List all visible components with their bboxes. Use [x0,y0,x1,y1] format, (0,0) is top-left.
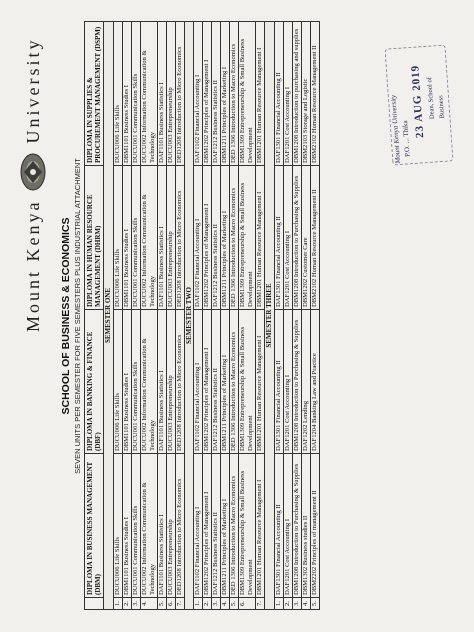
unit-cell: DAF1102 Financial Accounting I [194,166,203,310]
unit-cell: DAF1201 Cost Accounting I [283,310,292,454]
table-row [122,22,131,610]
unit-cell: DUCU002 Information Communication & Technology [140,22,157,166]
unit-cell: DBM1101 Business Studies I [122,166,131,310]
unit-cell: DED1208 Introduction to Micro Economics [175,22,184,166]
stamp-line-school: Business [437,95,446,119]
unit-cell: DBM1201 Human Resource Management I [256,454,265,598]
unit-cell: DBM1302 Business studies II [301,454,310,598]
brand-word-left: Mount Kenya [22,199,43,332]
unit-cell: DAF1212 Business Statistics II [212,22,221,166]
table-row [256,22,265,610]
unit-cell: DAF1301 Financial Accounting II [274,454,283,598]
table-row [175,22,184,610]
semester-heading-row [104,22,114,610]
unit-cell: DUCU006 Life Skills [113,310,122,454]
unit-cell: DUCU006 Life Skills [113,166,122,310]
row-number: 7. [256,598,265,610]
unit-cell: DUCU003 Entrepreneurship [166,166,175,310]
unit-cell: DBM1201 Human Resource Management I [256,310,265,454]
unit-cell: DBM1101 Business Studies I [122,454,131,598]
row-number: 5. [230,598,239,610]
table-row [166,22,175,610]
unit-cell: DED1208 Introduction to Micro Economics [175,454,184,598]
table-row [194,22,203,610]
row-number: 4. [221,598,230,610]
unit-cell: DUCU001 Communication Skills [131,22,140,166]
table-row [140,22,157,610]
table-row [131,22,140,610]
unit-cell: DAF1212 Business Statistics II [212,166,221,310]
stamp-line-university: Mount Kenya University [389,94,403,164]
table-row [292,22,301,610]
row-number: 6. [239,598,256,610]
unit-cell: DAF1101 Business Statistics I [157,22,166,166]
unit-cell: DBM1201 Human Resource Management I [256,22,265,166]
unit-cell: DUCU002 Information Communication & Technology [140,454,157,598]
semester-heading-row [265,22,275,610]
unit-cell: DBM1201 Human Resource Management I [256,166,265,310]
unit-cell: DBM1202 Customer Care [301,166,310,310]
unit-cell: DAF1102 Financial Accounting I [194,22,203,166]
unit-cell: DBM1208 Introduction to Purchasing & Supplies [292,310,301,454]
unit-cell: DUCU006 Life Skills [113,454,122,598]
official-stamp [384,44,454,166]
unit-cell: DBM2103 Storage and Logistic [301,22,310,166]
row-number: 5. [310,598,319,610]
unit-cell: DBM1309 Entrepreneurship & Small Business Development [239,454,256,598]
unit-cell: DAF1101 Business Statistics I [157,166,166,310]
table-row [283,22,292,610]
unit-cell: DBM2102 Human Resource Management II [310,166,319,310]
stamp-date: 23 AUG 2019 [409,64,427,139]
unit-cell: DUCU001 Communication Skills [131,166,140,310]
unit-cell: DAF1101 Business Statistics I [157,454,166,598]
unit-cell: DBM1211 Principles of Marketing I [221,22,230,166]
unit-cell: DBM1309 Entrepreneurship & Small Business Development [239,166,256,310]
row-number: 2. [283,598,292,610]
row-number: 4. [140,598,157,610]
unit-cell: DUCU002 Information Communication & Technology [140,310,157,454]
row-number: 1. [194,598,203,610]
row-number: 1. [274,598,283,610]
table-row [221,22,230,610]
table-row [113,22,122,610]
unit-cell: DAF1212 Business Statistics II [212,310,221,454]
stamp-line-address: P.O. ... Thika [401,120,412,158]
unit-cell: DUCU003 Entrepreneurship [166,310,175,454]
unit-cell: DAF1101 Business Statistics I [157,310,166,454]
row-number: 5. [157,598,166,610]
row-number: 3. [131,598,140,610]
school-title: SCHOOL OF BUSINESS & ECONOMICS [60,217,72,415]
unit-cell: DBM1211 Principles of Marketing I [221,310,230,454]
unit-cell: DBM1101 Business Studies I [122,22,131,166]
table-row [239,22,256,610]
unit-cell: DED1208 Introduction to Micro Economics [175,166,184,310]
unit-cell: DBM1202 Principles of Management I [203,22,212,166]
row-number: 2. [203,598,212,610]
unit-cell: DUCU003 Entrepreneurship [166,22,175,166]
unit-cell: DED 1306 Introduction to Macro Economics [230,310,239,454]
table-row [203,22,212,610]
university-logo-icon [18,152,48,192]
unit-cell: DBM1309 Entrepreneurship & Small Business Development [239,22,256,166]
table-row [157,22,166,610]
unit-cell: DBM2202 Principles of management II [310,454,319,598]
row-number: 3. [292,598,301,610]
unit-cell: DED1208 Introduction to Micro Economics [175,310,184,454]
unit-cell: DBM1211 Principles of Marketing I [221,454,230,598]
row-number: 2. [122,598,131,610]
units-table-wrapper [84,22,320,610]
unit-cell: DAF1212 Business Statistics II [212,454,221,598]
unit-cell: DUCU006 Life Skills [113,22,122,166]
table-header-row [85,22,104,610]
unit-cell: DAF1201 Cost Accounting I [283,166,292,310]
letterhead [14,0,58,632]
unit-cell: DAF1201 Cost Accounting I [283,454,292,598]
stamp-line-dean: Dean, School of [426,76,437,120]
semester-heading: SEMESTER ONE [104,22,114,610]
unit-cell: DBM1208 Introduction to Purchasing & Supplies [292,454,301,598]
document-subtitle: SEVEN UNITS PER SEMESTER FOR FIVE SEMESTERS PLUS INDUSTRIAL ATTACHMENT [73,158,82,474]
unit-cell: DAF1204 Banking Law and Practice [310,310,319,454]
semester-heading-row [184,22,194,610]
unit-cell: DBM1202 Principles of Management I [203,166,212,310]
table-body [104,22,320,610]
unit-cell: DAF1301 Financial Accounting II [274,310,283,454]
header-dbf: DIPLOMA IN BANKING & FINANCE (DBF) [85,310,104,454]
unit-cell: DAF1201 Cost Accounting I [283,22,292,166]
unit-cell: DAF1202 Lending [301,310,310,454]
unit-cell: DBM1208 Introduction to Purchasing & Supplies [292,166,301,310]
header-dbm: DIPLOMA IN BUSINESS MANAGEMENT (DBM) [85,454,104,598]
unit-cell: DAF1301 Financial Accounting II [274,22,283,166]
unit-cell: DUCU001 Communication Skills [131,454,140,598]
unit-cell: DBM1101 Business Studies I [122,310,131,454]
unit-cell: DED 1306 Introduction to Macro Economics [230,166,239,310]
unit-cell: DAF1102 Financial Accounting I [194,454,203,598]
university-brand [18,38,48,332]
header-dspm: DIPLOMA IN SUPPLIES & PROCUREMENT MANAGEMENT (DSPM) [85,22,104,166]
units-table [84,21,320,610]
header-dhrm: DIPLOMA IN HUMAN RESOURCE MANAGEMENT (DHRM) [85,166,104,310]
unit-cell: DBM1202 Principles of Management I [203,310,212,454]
brand-word-right: University [22,37,43,144]
table-row [212,22,221,610]
unit-cell: DBM1202 Principles of Management I [203,454,212,598]
semester-heading: SEMESTER THREE [265,22,275,610]
unit-cell: DBM1208 Introduction to purchasing and supplies [292,22,301,166]
row-number: 3. [212,598,221,610]
header-number [85,598,104,610]
unit-cell: DBM1309 Entrepreneurship & Small Business Development [239,310,256,454]
unit-cell: DBM1211 Principles of Marketing I [221,166,230,310]
table-row [301,22,310,610]
table-row [230,22,239,610]
unit-cell: DBM2102 Human Resource Management II [310,22,319,166]
unit-cell: DAF1102 Financial Accounting I [194,310,203,454]
table-row [310,22,319,610]
unit-cell: DUCU003 Entrepreneurship [166,454,175,598]
unit-cell: DUCU002 Information Communication & Technology [140,166,157,310]
row-number: 1. [113,598,122,610]
row-number: 6. [166,598,175,610]
unit-cell: DED 1306 Introduction to Macro Economics [230,22,239,166]
unit-cell: DUCU001 Communication Skills [131,310,140,454]
table-row [274,22,283,610]
row-number: 4. [301,598,310,610]
semester-heading: SEMESTER TWO [184,22,194,610]
row-number: 7. [175,598,184,610]
unit-cell: DAF1301 Financial Accounting II [274,166,283,310]
unit-cell: DED 1306 Introduction to Macro Economics [230,454,239,598]
